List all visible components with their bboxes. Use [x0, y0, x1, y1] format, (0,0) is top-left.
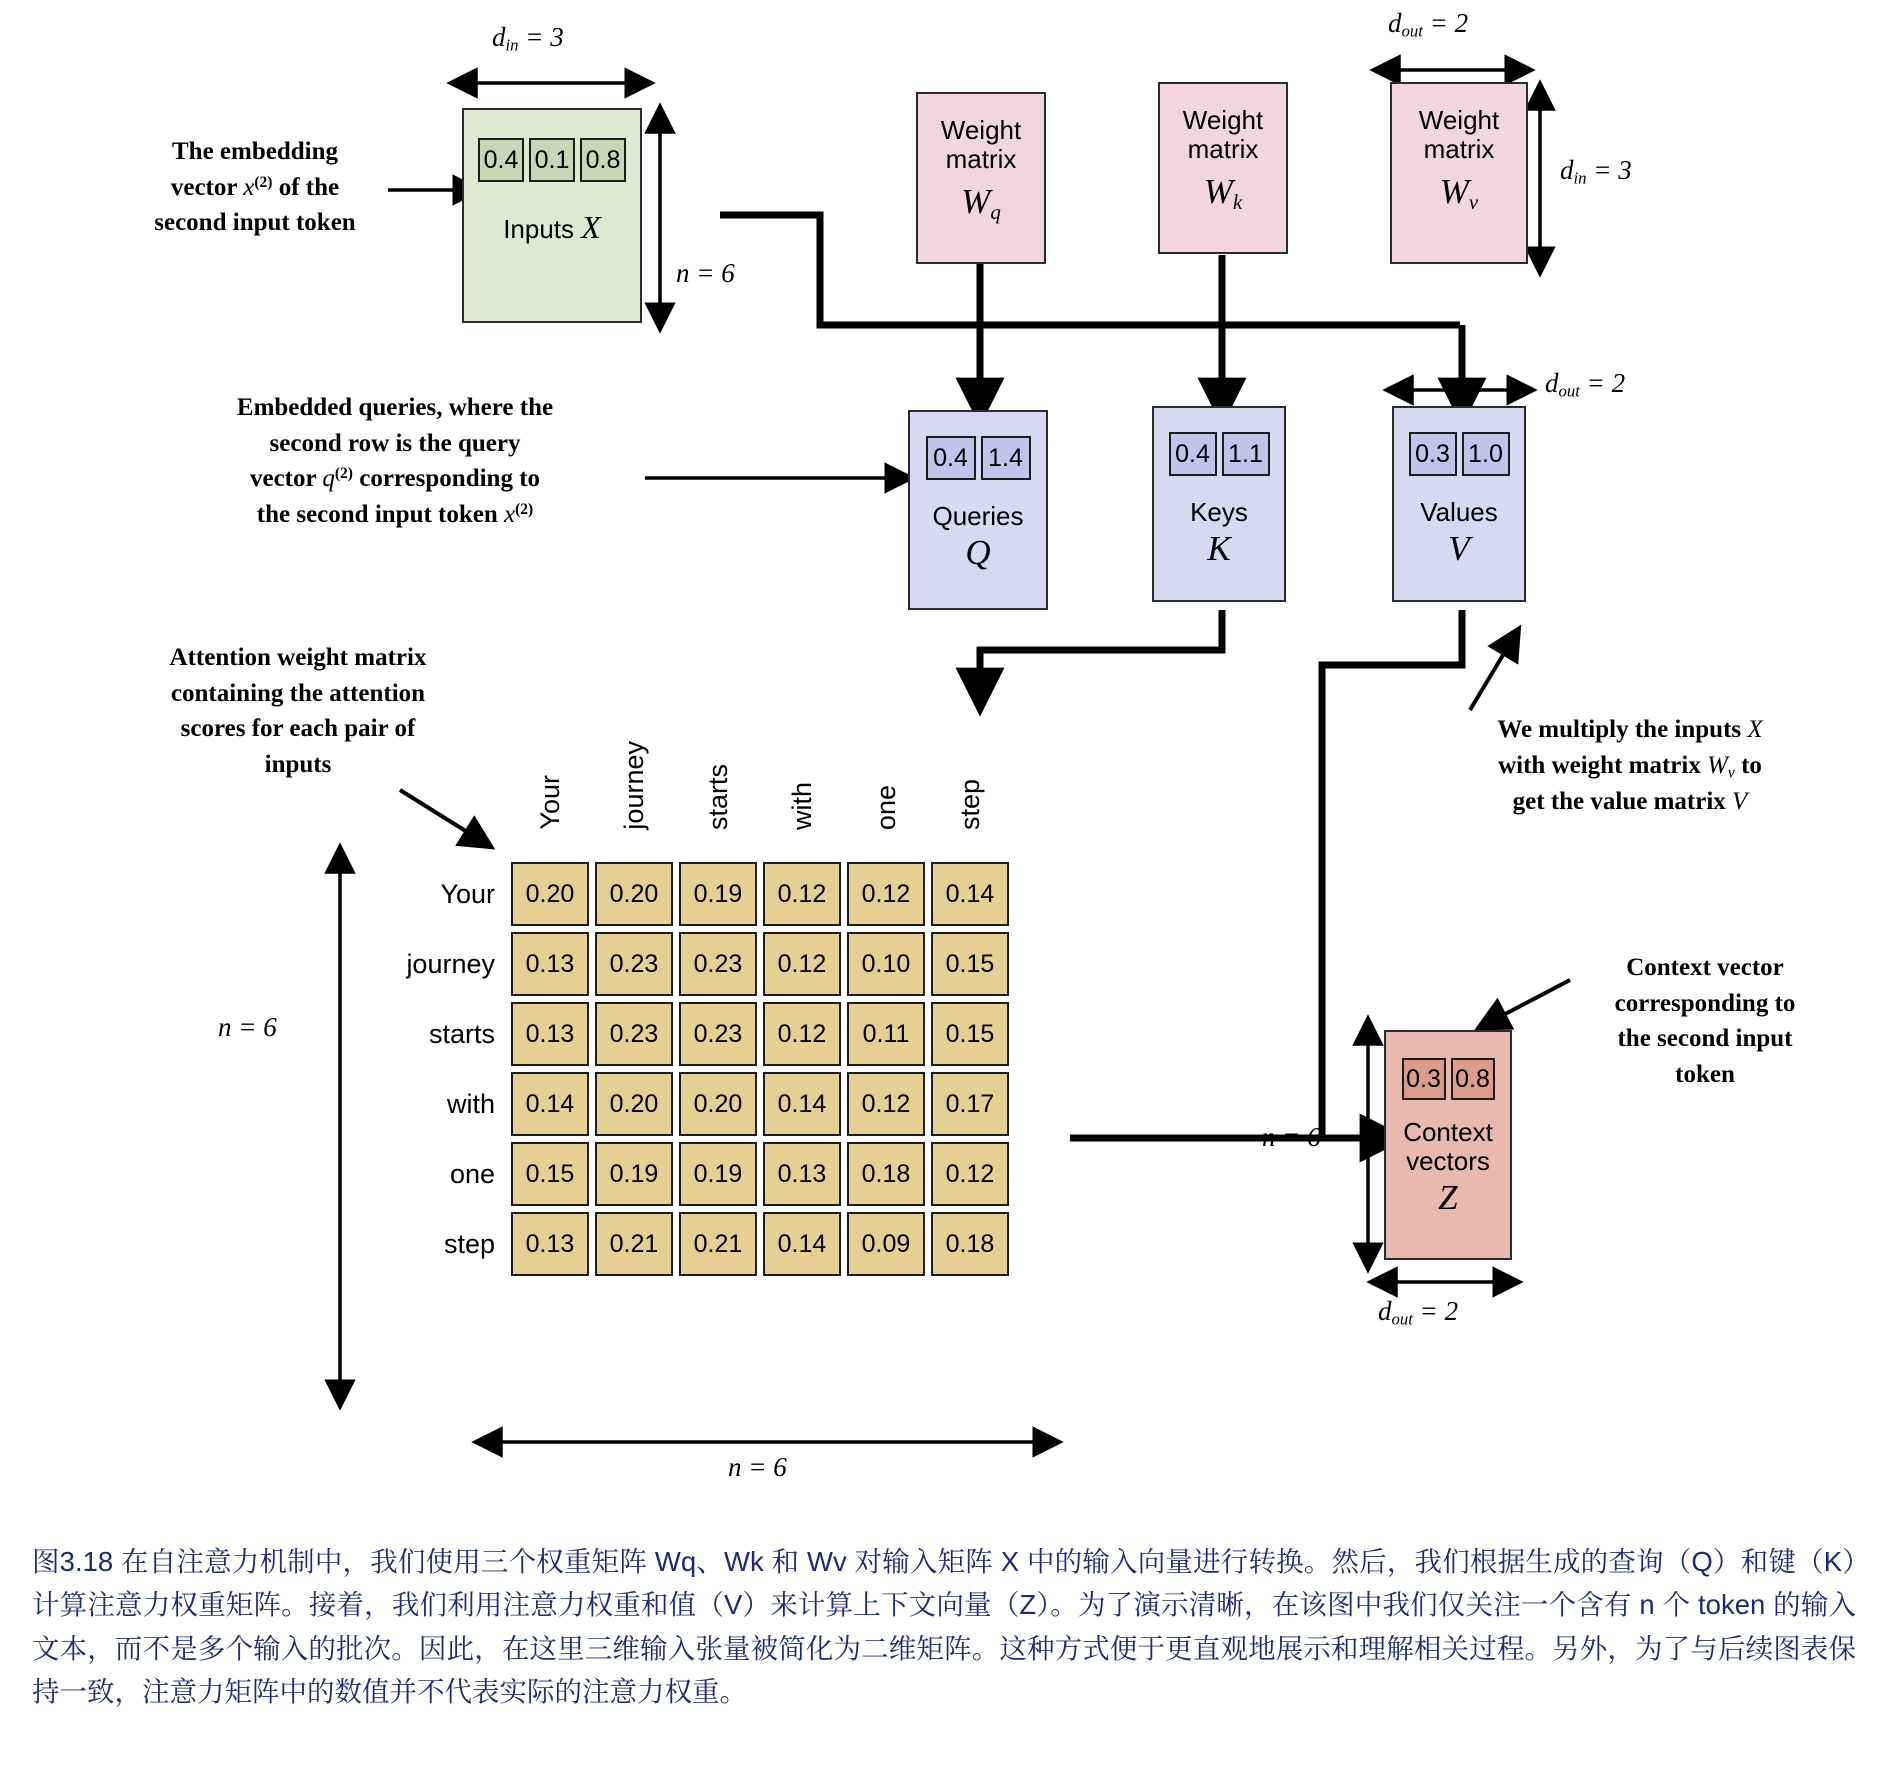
attention-cell-5-0: 0.13 — [511, 1212, 589, 1276]
attention-col-label-0: Your — [534, 775, 565, 830]
annotation-queries-line-1: Embedded queries, where the — [236, 394, 554, 421]
annotation-context-line-1: Context vector — [1626, 954, 1784, 981]
annotation-values-line-1: We multiply the inputs X — [1497, 716, 1763, 743]
attention-cell-0-3: 0.12 — [763, 862, 841, 926]
dim-label-d-in-top: $d_{in} = 3$ — [492, 22, 564, 55]
attention-cell-0-4: 0.12 — [847, 862, 925, 926]
attention-matrix-row — [511, 1072, 1009, 1136]
context-row-values — [1402, 1058, 1495, 1100]
attention-cell-2-4: 0.11 — [847, 1002, 925, 1066]
attention-cell-4-1: 0.19 — [595, 1142, 673, 1206]
figure-caption: 图3.18 在自注意力机制中，我们使用三个权重矩阵 Wq、Wk 和 Wv 对输入矩阵 X 中的输入向量进行转换。然后，我们根据生成的查询（Q）和键（K）计算注意力权重矩阵。接着，我们利用注意力权重和值（V）来计算上下文向量（Z）。为了演示清晰，在该图中我们仅关注一个含有 n 个 token 的输入文本，而不是多个输入的批次。因此，在这里三维输入张量被简化为二维矩阵。这种方式便于更直观地展示和理解相关过程。另外，为了与后续图表保持一致，注意力矩阵中的数值并不代表实际的注意力权重。 — [32, 1546, 1856, 1708]
values-symbol: V — [1448, 529, 1470, 569]
inputs-label — [503, 210, 601, 246]
attention-cell-2-2: 0.23 — [679, 1002, 757, 1066]
values-row-values — [1409, 432, 1510, 476]
attention-cell-4-3: 0.13 — [763, 1142, 841, 1206]
attention-col-label-2: starts — [702, 763, 733, 830]
weight-wq-label-line-2: matrix — [945, 144, 1017, 175]
values-cell-0: 0.3 — [1409, 432, 1457, 476]
inputs-label-text: Inputs — [503, 214, 575, 244]
annotation-queries-line-4: the second input token $x^{(2)}$ — [256, 500, 534, 528]
keys-row-values — [1169, 432, 1270, 476]
inputs-cell-0: 0.4 — [478, 138, 524, 182]
attention-cell-4-2: 0.19 — [679, 1142, 757, 1206]
attention-cell-5-3: 0.14 — [763, 1212, 841, 1276]
attention-row-label-0: Your — [440, 879, 495, 909]
attention-matrix-row — [511, 1212, 1009, 1276]
attention-cell-2-0: 0.13 — [511, 1002, 589, 1066]
annotation-embedding-line-2: vector $x^{(2)}$ of the — [170, 173, 340, 201]
attention-cell-5-1: 0.21 — [595, 1212, 673, 1276]
values-cell-1: 1.0 — [1462, 432, 1510, 476]
annotation-queries-line-2: second row is the query — [269, 429, 521, 457]
keys-symbol: K — [1207, 529, 1231, 569]
annotation-queries — [180, 390, 610, 532]
dim-label-d-out-top: $d_{out} = 2$ — [1388, 8, 1469, 41]
annotation-attention — [118, 640, 478, 782]
attention-row-labels — [370, 862, 495, 1276]
attention-cell-2-3: 0.12 — [763, 1002, 841, 1066]
attention-cell-4-5: 0.12 — [931, 1142, 1009, 1206]
context-cell-0: 0.3 — [1402, 1058, 1446, 1100]
weight-matrix-wq[interactable] — [916, 92, 1046, 264]
weight-wq-label-line-1: Weight — [940, 115, 1022, 145]
weight-matrix-wv[interactable] — [1390, 82, 1528, 264]
queries-cell-1: 1.4 — [981, 436, 1031, 480]
weight-wk-label-line-2: matrix — [1187, 134, 1259, 165]
annotation-embedding-line-3: second input token — [154, 209, 356, 236]
context-cell-1: 0.8 — [1451, 1058, 1495, 1100]
inputs-symbol: X — [581, 209, 601, 245]
context-label-line-2: vectors — [1406, 1146, 1490, 1177]
attention-weight-matrix[interactable] — [511, 862, 1009, 1276]
annotation-values-line-3: get the value matrix V — [1512, 787, 1748, 815]
annotation-context-line-3: the second input — [1617, 1025, 1793, 1052]
attention-row-label-3: with — [446, 1089, 495, 1119]
attention-row-label-2: starts — [428, 1019, 495, 1049]
attention-cell-0-2: 0.19 — [679, 862, 757, 926]
inputs-cell-1: 0.1 — [529, 138, 575, 182]
attention-matrix-row — [511, 1142, 1009, 1206]
queries-matrix[interactable] — [908, 410, 1048, 610]
attention-cell-0-5: 0.14 — [931, 862, 1009, 926]
weight-wv-label-line-1: Weight — [1418, 105, 1500, 135]
queries-label: Queries — [932, 501, 1024, 531]
annotation-values — [1440, 712, 1820, 819]
annotation-attention-line-1: Attention weight matrix — [169, 644, 427, 671]
keys-cell-0: 0.4 — [1169, 432, 1217, 476]
weight-wk-symbol: $W_k$ — [1203, 172, 1243, 215]
attention-cell-1-1: 0.23 — [595, 932, 673, 996]
annotation-attention-line-4: inputs — [264, 750, 332, 778]
context-label-line-1: Context — [1403, 1117, 1493, 1147]
annotation-context-line-4: token — [1675, 1060, 1735, 1088]
attention-cell-3-4: 0.12 — [847, 1072, 925, 1136]
annotation-embedding — [120, 134, 390, 241]
attention-cell-3-0: 0.14 — [511, 1072, 589, 1136]
context-symbol: Z — [1438, 1178, 1458, 1218]
attention-matrix-row — [511, 932, 1009, 996]
attention-cell-3-3: 0.14 — [763, 1072, 841, 1136]
attention-cell-3-2: 0.20 — [679, 1072, 757, 1136]
attention-cell-1-2: 0.23 — [679, 932, 757, 996]
dim-label-n-rows: n = 6 — [218, 1012, 277, 1042]
attention-cell-5-5: 0.18 — [931, 1212, 1009, 1276]
dim-label-d-out-mid: $d_{out} = 2$ — [1545, 368, 1626, 401]
weight-wv-label-line-2: matrix — [1423, 134, 1495, 165]
dim-label-n-inputs: n = 6 — [676, 258, 735, 288]
keys-label: Keys — [1190, 497, 1248, 527]
inputs-matrix[interactable] — [462, 108, 642, 323]
attention-row-label-5: step — [443, 1229, 495, 1259]
keys-matrix[interactable] — [1152, 406, 1286, 602]
attention-cell-1-5: 0.15 — [931, 932, 1009, 996]
attention-row-label-4: one — [449, 1159, 495, 1189]
attention-cell-1-4: 0.10 — [847, 932, 925, 996]
annotation-attention-line-2: containing the attention — [170, 679, 426, 707]
annotation-queries-line-3: vector $q^{(2)}$ corresponding to — [249, 464, 541, 492]
attention-cell-5-2: 0.21 — [679, 1212, 757, 1276]
queries-symbol: Q — [965, 533, 991, 573]
values-label: Values — [1420, 497, 1498, 527]
queries-cell-0: 0.4 — [926, 436, 976, 480]
attention-cell-3-5: 0.17 — [931, 1072, 1009, 1136]
attention-row-label-1: journey — [406, 949, 495, 979]
attention-cell-2-1: 0.23 — [595, 1002, 673, 1066]
keys-cell-1: 1.1 — [1222, 432, 1270, 476]
context-vectors-matrix[interactable] — [1384, 1030, 1512, 1260]
dim-label-n-context: n = 6 — [1262, 1122, 1321, 1152]
attention-cell-2-5: 0.15 — [931, 1002, 1009, 1066]
values-matrix[interactable] — [1392, 406, 1526, 602]
attention-cell-1-0: 0.13 — [511, 932, 589, 996]
annotation-values-line-2: with weight matrix $W_v$ to — [1498, 751, 1762, 781]
annotation-context-line-2: corresponding to — [1614, 989, 1796, 1017]
attention-matrix-row — [511, 862, 1009, 926]
dim-label-n-cols: n = 6 — [728, 1452, 787, 1482]
attention-matrix-row — [511, 1002, 1009, 1066]
weight-wq-symbol: $W_q$ — [961, 182, 1001, 225]
weight-matrix-wk[interactable] — [1158, 82, 1288, 254]
weight-wv-symbol: $W_v$ — [1439, 172, 1479, 215]
attention-cell-1-3: 0.12 — [763, 932, 841, 996]
attention-cell-5-4: 0.09 — [847, 1212, 925, 1276]
attention-cell-3-1: 0.20 — [595, 1072, 673, 1136]
attention-col-label-3: with — [786, 781, 817, 830]
queries-row-values — [926, 436, 1031, 480]
inputs-cell-2: 0.8 — [580, 138, 626, 182]
attention-cell-0-1: 0.20 — [595, 862, 673, 926]
attention-col-labels — [511, 720, 1009, 830]
attention-cell-4-0: 0.15 — [511, 1142, 589, 1206]
inputs-row-values — [478, 138, 626, 182]
attention-cell-4-4: 0.18 — [847, 1142, 925, 1206]
attention-col-label-4: one — [870, 784, 901, 830]
weight-wk-label-line-1: Weight — [1182, 105, 1264, 135]
dim-label-d-out-bottom: $d_{out} = 2$ — [1378, 1296, 1459, 1329]
annotation-context — [1540, 950, 1870, 1092]
annotation-attention-line-3: scores for each pair of — [180, 715, 416, 742]
attention-cell-0-0: 0.20 — [511, 862, 589, 926]
attention-col-label-5: step — [954, 778, 985, 830]
dim-label-d-in-right: $d_{in} = 3$ — [1560, 155, 1632, 188]
annotation-embedding-line-1: The embedding — [171, 138, 338, 165]
attention-col-label-1: journey — [618, 741, 649, 830]
